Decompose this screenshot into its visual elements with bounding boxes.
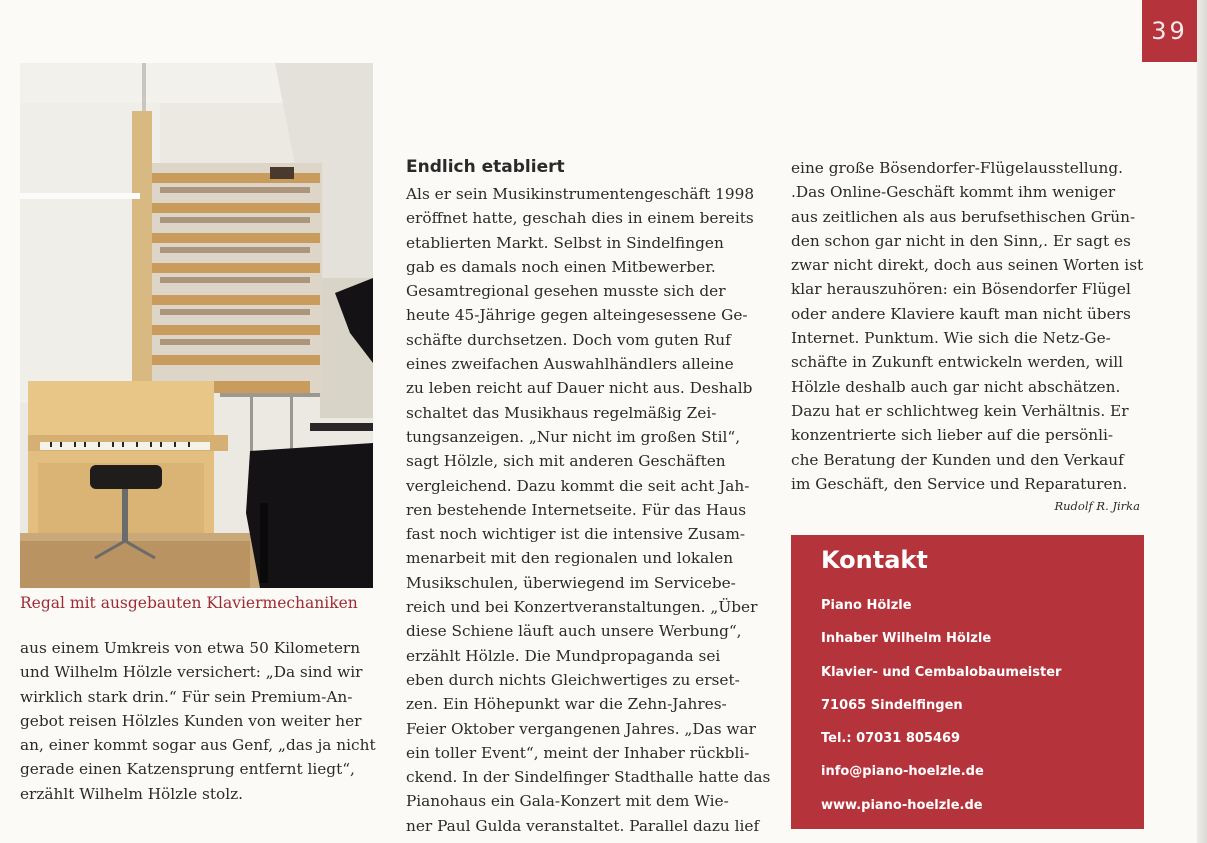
text-line: menarbeit mit den regionalen und lokalen: [406, 549, 734, 568]
text-line: ren bestehende Internetseite. Für das Haus: [406, 500, 747, 519]
author-signature: Rudolf R. Jirka: [1054, 499, 1140, 513]
contact-website[interactable]: www.piano-hoelzle.de: [821, 797, 983, 813]
text-line: im Geschäft, den Service und Reparaturen.: [791, 474, 1128, 493]
text-line: che Beratung der Kunden und den Verkauf: [791, 450, 1124, 469]
contact-owner: Inhaber Wilhelm Hölzle: [821, 631, 992, 647]
text-line: konzentrierte sich lieber auf die persönli-: [791, 426, 1114, 445]
text-line: klar herauszuhören: ein Bösendorfer Flügel: [791, 280, 1131, 299]
text-line: ner Paul Gulda veranstaltet. Parallel dazu lief: [406, 816, 760, 835]
text-line: vergleichend. Dazu kommt die seit acht Jah-: [406, 476, 750, 495]
text-line: den schon gar nicht in den Sinn,. Er sagt es: [791, 231, 1131, 250]
text-line: zwar nicht direkt, doch aus seinen Worten ist: [791, 256, 1144, 275]
article-column-2: [406, 182, 771, 838]
contact-box: [791, 535, 1144, 829]
text-line: Pianohaus ein Gala-Konzert mit dem Wie-: [406, 792, 729, 811]
text-line: reich und bei Konzertveranstaltungen. „Über: [406, 598, 758, 617]
piano-shop-photo: [20, 63, 373, 588]
text-line: gebot reisen Hölzles Kunden von weiter her: [20, 711, 362, 730]
text-line: Dazu hat er schlichtweg kein Verhältnis. Er: [791, 401, 1129, 420]
article-column-1: [20, 636, 375, 806]
text-line: Musikschulen, überwiegend im Servicebe-: [406, 573, 736, 592]
text-line: etablierten Markt. Selbst in Sindelfingen: [406, 233, 724, 252]
text-line: eben durch nichts Gleichwertiges zu erset-: [406, 670, 740, 689]
text-line: wirklich stark drin.“ Für sein Premium-An-: [20, 687, 353, 706]
photo-caption: Regal mit ausgebauten Klaviermechaniken: [20, 594, 358, 612]
text-line: gerade einen Katzensprung entfernt liegt“,: [20, 760, 355, 779]
text-line: zen. Ein Höhepunkt war die Zehn-Jahres-: [406, 695, 727, 714]
text-line: sagt Hölzle, sich mit anderen Geschäften: [406, 452, 726, 471]
text-line: erzählt Hölzle. Die Mundpropaganda sei: [406, 646, 721, 665]
contact-email[interactable]: info@piano-hoelzle.de: [821, 764, 984, 780]
text-line: tungsanzeigen. „Nur nicht im großen Stil“,: [406, 427, 741, 446]
page-number: 39: [1142, 0, 1197, 62]
text-line: schäfte durchsetzen. Doch vom guten Ruf: [406, 330, 731, 349]
contact-profession: Klavier- und Cembalobaumeister: [821, 664, 1062, 680]
text-line: Internet. Punktum. Wie sich die Netz-Ge-: [791, 329, 1111, 348]
text-line: .Das Online-Geschäft kommt ihm weniger: [791, 183, 1116, 202]
text-line: erzählt Wilhelm Hölzle stolz.: [20, 784, 244, 803]
text-line: aus zeitlichen als aus berufsethischen Grün-: [791, 207, 1136, 226]
text-line: und Wilhelm Hölzle versichert: „Da sind wir: [20, 663, 363, 682]
text-line: gab es damals noch einen Mitbewerber.: [406, 257, 716, 276]
text-line: schaltet das Musikhaus regelmäßig Zei-: [406, 403, 717, 422]
text-line: Gesamtregional gesehen musste sich der: [406, 282, 726, 301]
text-line: Als er sein Musikinstrumentengeschäft 1998: [406, 185, 755, 203]
text-line: Feier Oktober vergangenen Jahres. „Das war: [406, 719, 756, 738]
article-column-3: [791, 156, 1144, 496]
text-line: zu leben reicht auf Dauer nicht aus. Deshalb: [406, 379, 753, 398]
text-line: oder andere Klaviere kauft man nicht übers: [791, 304, 1131, 323]
text-line: fast noch wichtiger ist die intensive Zusam-: [406, 525, 746, 544]
contact-company: Piano Hölzle: [821, 598, 912, 613]
text-line: eröffnet hatte, geschah dies in einem bereits: [406, 209, 754, 228]
text-line: ein toller Event“, meint der Inhaber rückbli-: [406, 743, 750, 762]
text-line: eine große Bösendorfer-Flügelausstellung.: [791, 159, 1123, 177]
text-line: schäfte in Zukunft entwickeln werden, will: [791, 353, 1124, 372]
text-line: ckend. In der Sindelfinger Stadthalle hatte das: [406, 768, 771, 787]
text-line: aus einem Umkreis von etwa 50 Kilometern: [20, 639, 361, 657]
article-heading: Endlich etabliert: [406, 157, 565, 177]
text-line: heute 45-Jährige gegen alteingesessene Ge-: [406, 306, 748, 325]
contact-title: Kontakt: [821, 546, 928, 574]
contact-phone: Tel.: 07031 805469: [821, 731, 961, 747]
page-edge: [1197, 0, 1207, 843]
contact-city: 71065 Sindelfingen: [821, 697, 963, 713]
text-line: Hölzle deshalb auch gar nicht abschätzen.: [791, 377, 1121, 396]
text-line: diese Schiene läuft auch unsere Werbung“,: [406, 622, 742, 641]
text-line: an, einer kommt sogar aus Genf, „das ja nicht: [20, 736, 376, 755]
text-line: eines zweifachen Auswahlhändlers alleine: [406, 355, 734, 374]
